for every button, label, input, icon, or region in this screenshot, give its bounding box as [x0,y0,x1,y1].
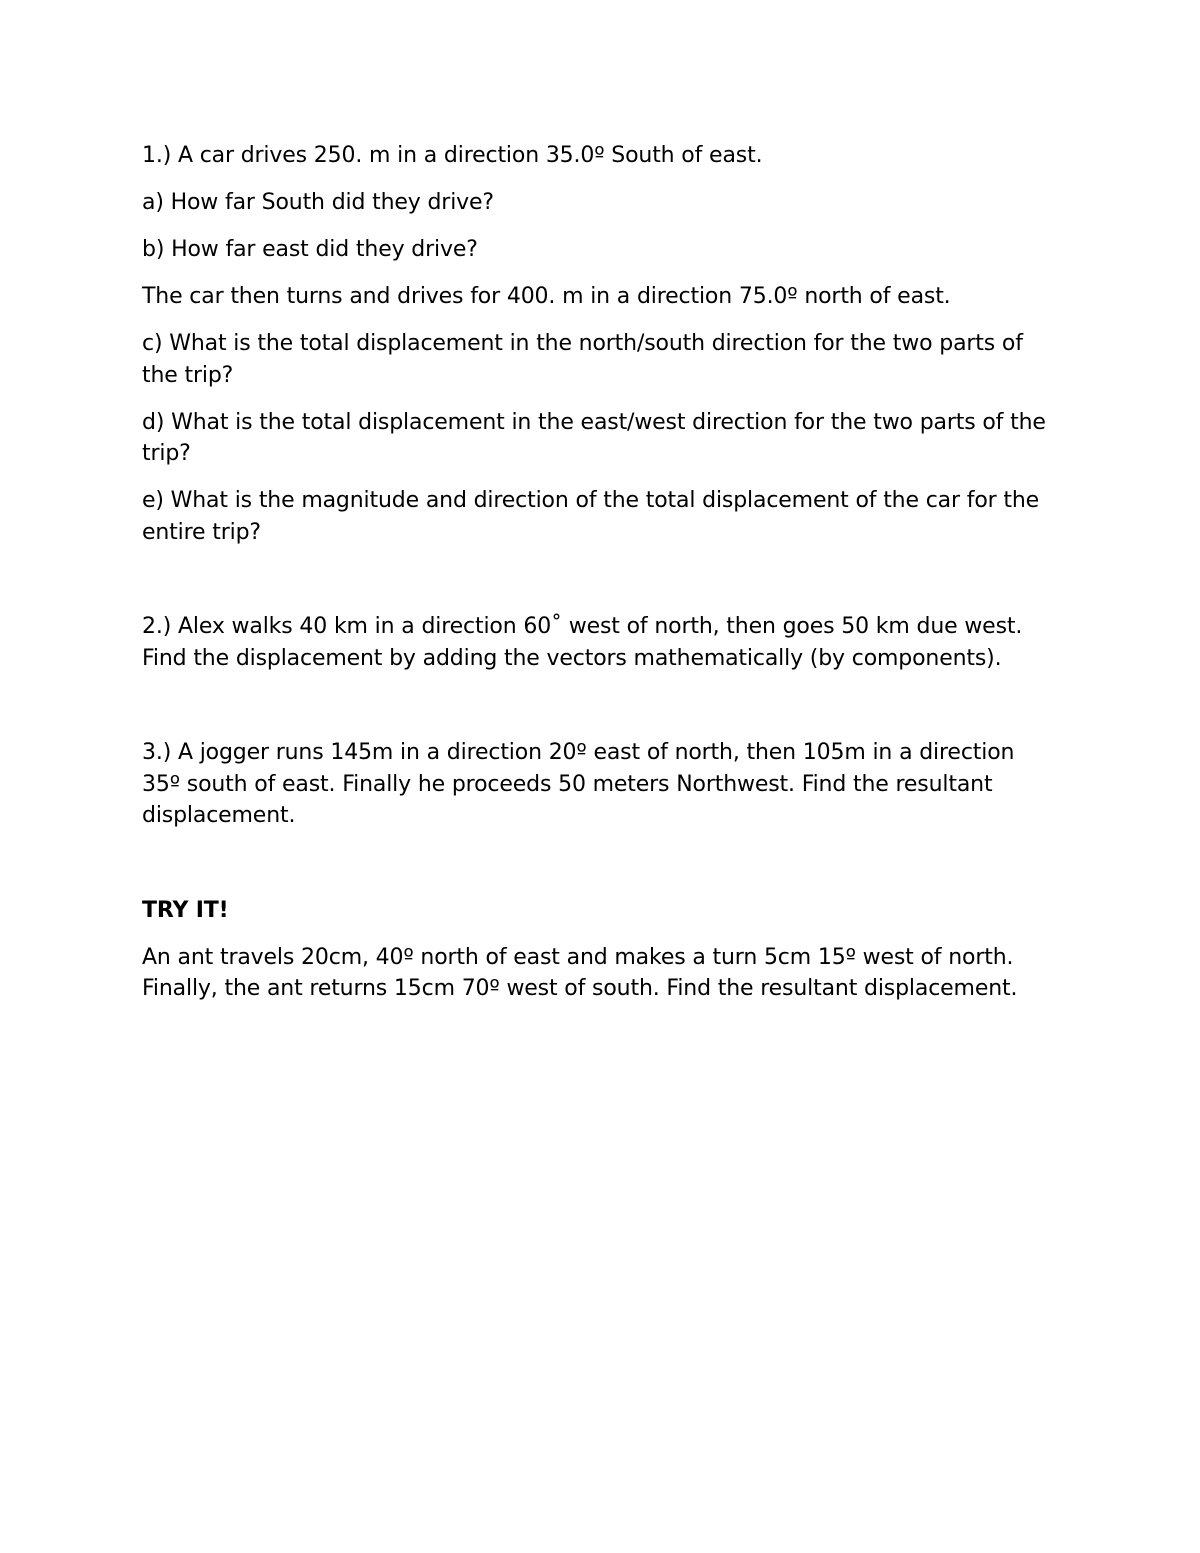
problem-3-statement: 3.) A jogger runs 145m in a direction 20º east of north, then 105m in a direction 35º south of east. Finally he proceeds 50 meters Northwest. Find the resultant displacement. [142,740,1015,828]
problem-1-statement: 1.) A car drives 250. m in a direction 35.0º South of east. [142,143,763,168]
problem-1-continuation: The car then turns and drives for 400. m in a direction 75.0º north of east. [142,284,951,309]
problem-1-question-e: e) What is the magnitude and direction of the total displacement of the car for the entire trip? [142,488,1040,545]
try-it-problem: An ant travels 20cm, 40º north of east and makes a turn 5cm 15º west of north. Finally, the ant returns 15cm 70º west of south. Find the resultant displacement. [142,944,1018,1001]
try-it-heading: TRY IT! [142,897,229,923]
problem-1-question-c: c) What is the total displacement in the north/south direction for the two parts of the trip? [142,331,1023,388]
problem-2-statement: 2.) Alex walks 40 km in a direction 60˚ west of north, then goes 50 km due west. Find the displacement by adding the vectors mathematically (by components). [142,614,1023,671]
problem-1-question-a: a) How far South did they drive? [142,190,494,215]
document-body [142,140,1057,1005]
problem-1-question-b: b) How far east did they drive? [142,237,478,262]
problem-1-question-d: d) What is the total displacement in the east/west direction for the two parts of the trip? [142,409,1046,466]
